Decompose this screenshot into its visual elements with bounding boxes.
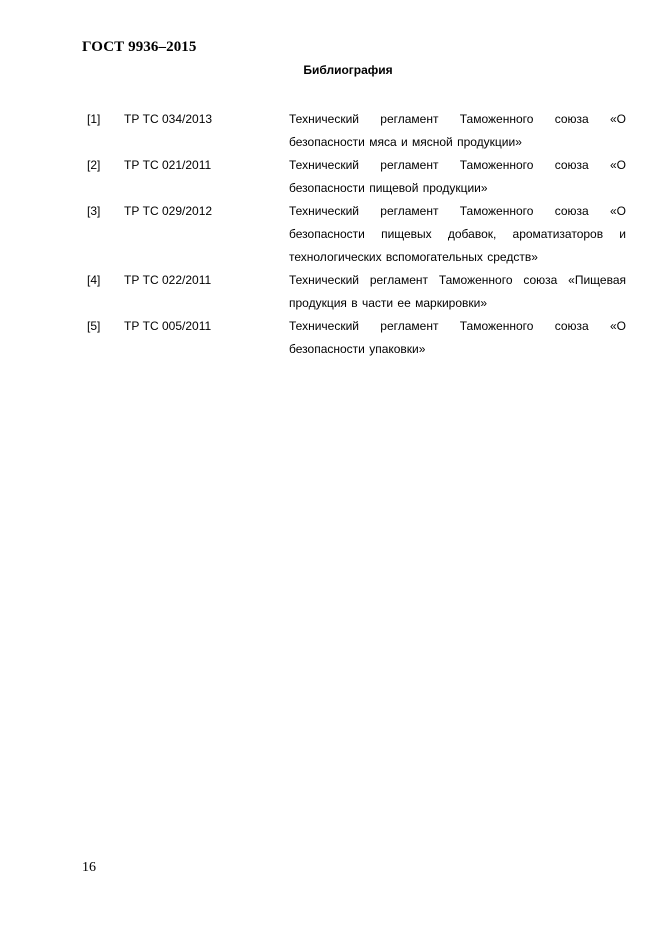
bibliography-entry xyxy=(0,269,661,315)
regulation-title: Технический регламент Таможенного союза «О безопасности пищевых добавок, ароматизаторов и технологических вспомогательных средств» xyxy=(289,204,626,264)
regulation-code: ТР ТС 005/2011 xyxy=(124,319,212,333)
entry-number: [4] xyxy=(87,273,101,287)
document-code: ГОСТ 9936–2015 xyxy=(82,39,197,55)
bibliography-title: Библиография xyxy=(303,63,393,77)
bibliography-list xyxy=(0,108,661,361)
bibliography-entry xyxy=(0,154,661,200)
regulation-title: Технический регламент Таможенного союза «О безопасности упаковки» xyxy=(289,319,626,356)
regulation-code: ТР ТС 029/2012 xyxy=(124,204,213,218)
entry-number: [2] xyxy=(87,158,101,172)
bibliography-entry xyxy=(0,200,661,269)
regulation-code: ТР ТС 034/2013 xyxy=(124,112,213,126)
regulation-title: Технический регламент Таможенного союза «Пищевая продукция в части ее маркировки» xyxy=(289,273,626,310)
regulation-code: ТР ТС 022/2011 xyxy=(124,273,212,287)
page-number: 16 xyxy=(82,860,96,875)
bibliography-entry xyxy=(0,108,661,154)
entry-number: [3] xyxy=(87,204,101,218)
entry-number: [1] xyxy=(87,112,101,126)
regulation-title: Технический регламент Таможенного союза «О безопасности пищевой продукции» xyxy=(289,158,626,195)
regulation-title: Технический регламент Таможенного союза «О безопасности мяса и мясной продукции» xyxy=(289,112,626,149)
entry-number: [5] xyxy=(87,319,101,333)
bibliography-entry xyxy=(0,315,661,361)
regulation-code: ТР ТС 021/2011 xyxy=(124,158,212,172)
